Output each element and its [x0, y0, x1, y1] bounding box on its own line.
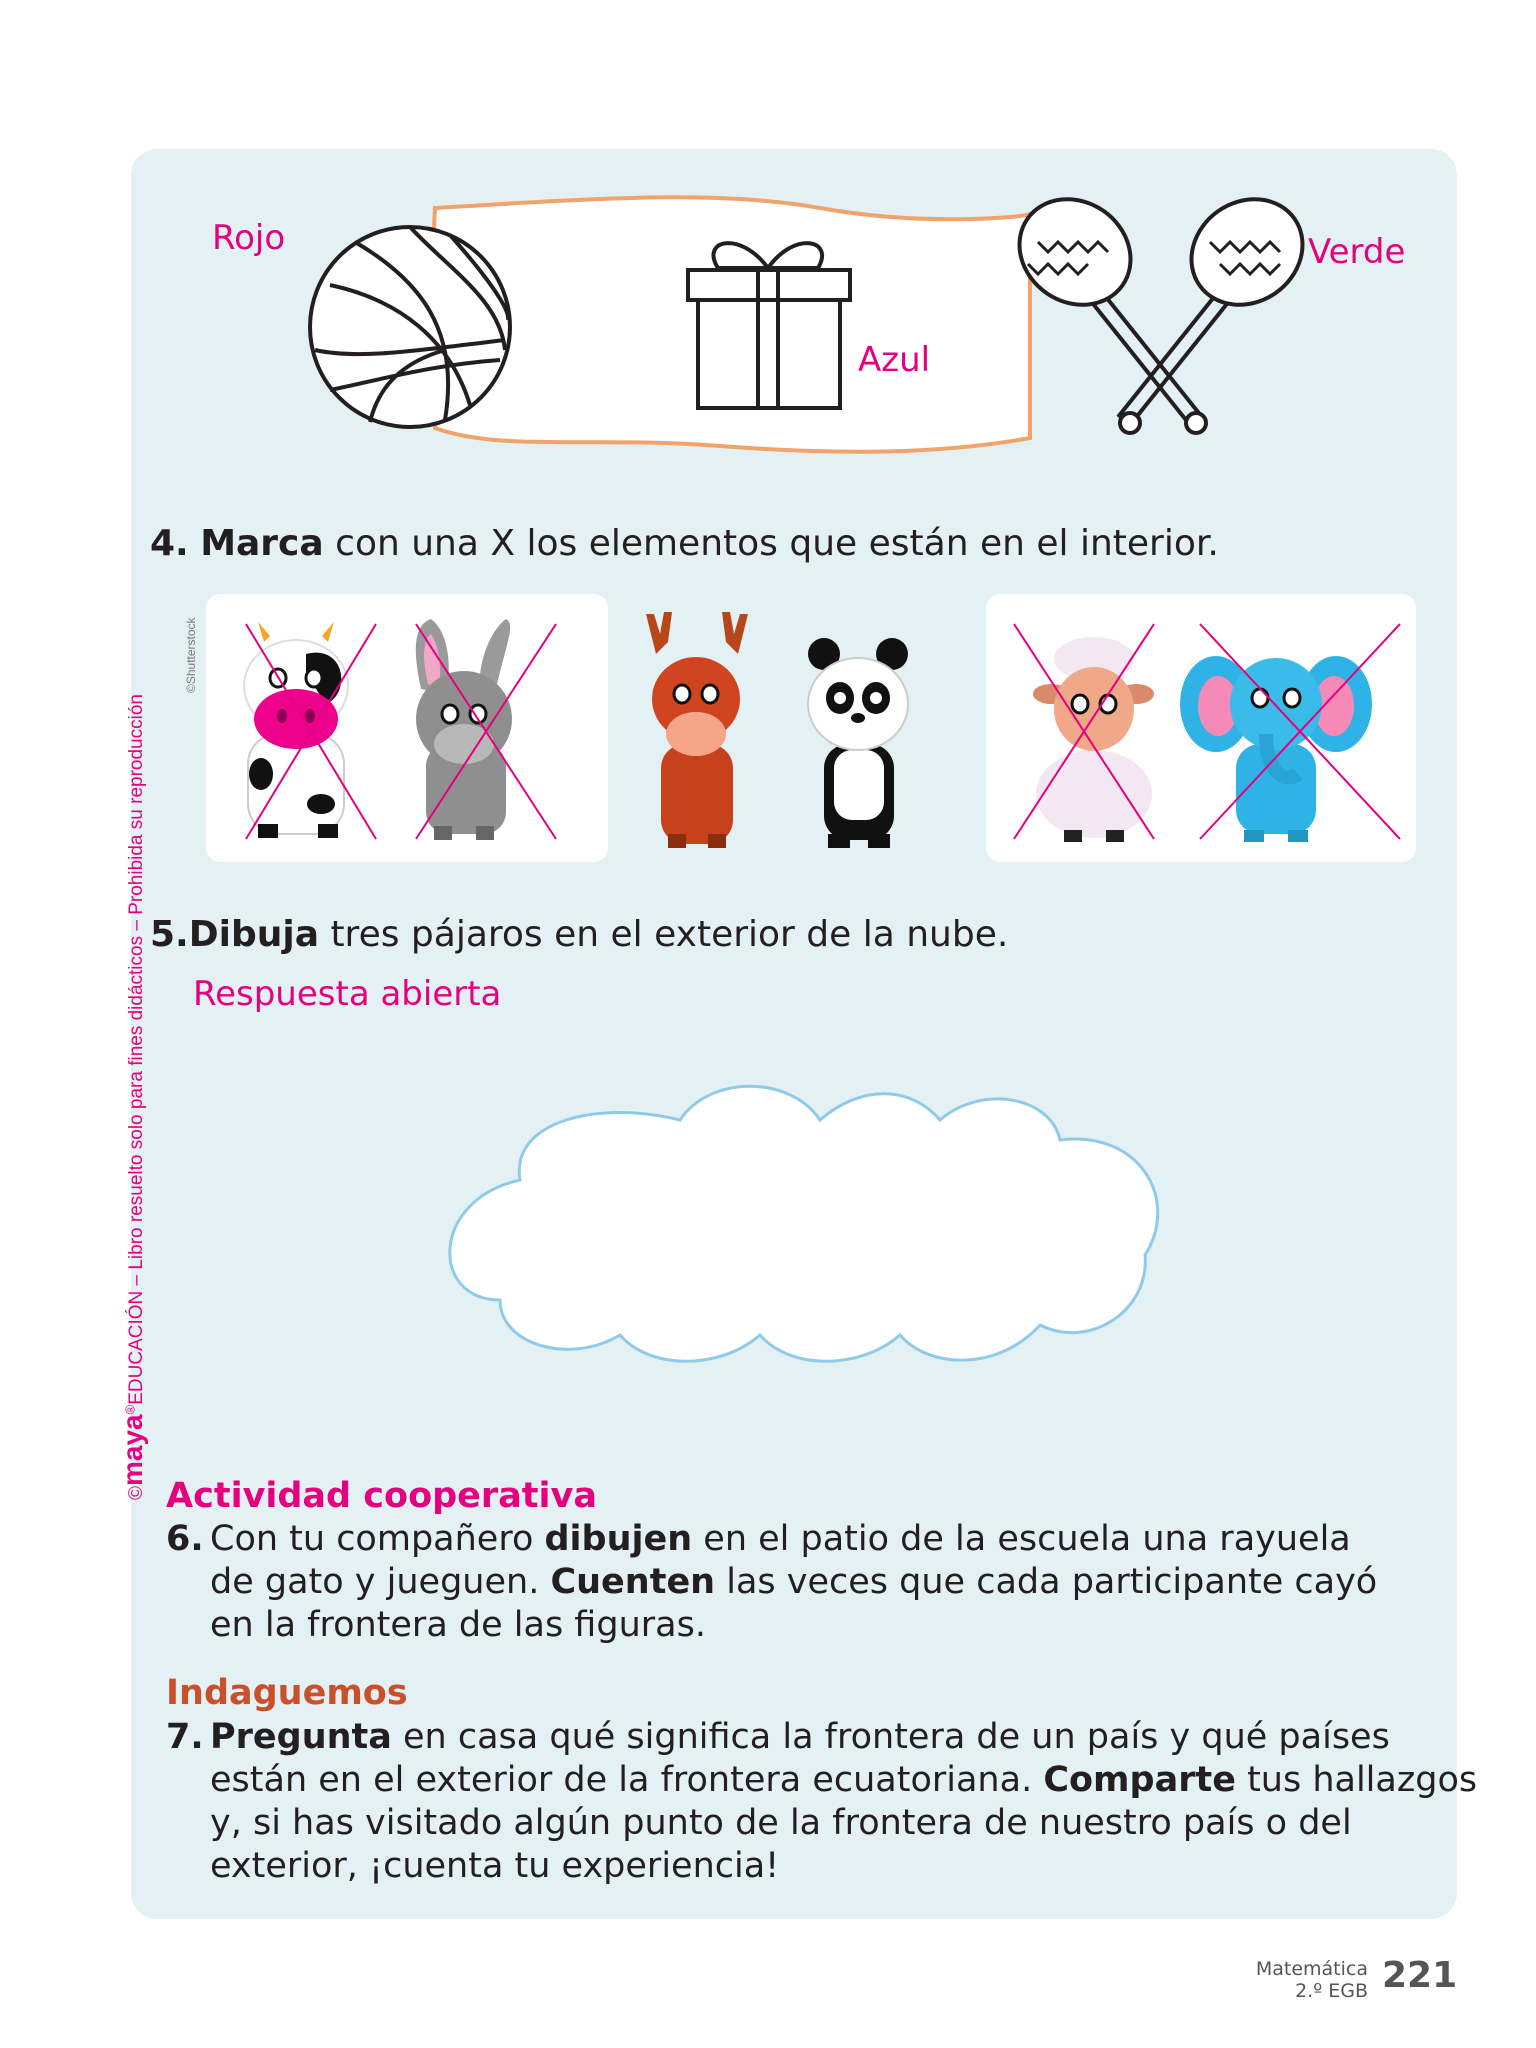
page-number: 221 — [1382, 1955, 1458, 1996]
maracas-icon — [999, 190, 1323, 433]
question-number: 5. — [150, 914, 189, 955]
footer-subject: Matemática 2.º EGB — [1255, 1958, 1368, 2002]
sheep-icon — [1014, 624, 1154, 842]
label-azul: Azul — [858, 340, 931, 380]
question-text: con una X los elementos que están en el interior. — [323, 523, 1219, 564]
label-rojo: Rojo — [212, 218, 286, 258]
brand-logo: maya — [117, 1414, 148, 1486]
cow-icon — [244, 622, 376, 839]
activity-6: 6. Con tu compañero dibujen en el patio de la escuela una rayuela de gato y jueguen. Cuenten las veces que cada participante cayó en la frontera de las figuras. — [166, 1519, 1378, 1645]
donkey-icon — [416, 619, 556, 840]
question-verb: Dibuja — [188, 914, 319, 955]
moose-icon — [646, 612, 748, 848]
question-number: 4. — [150, 523, 189, 564]
question-5 — [150, 913, 1008, 957]
answer-text: Respuesta abierta — [193, 974, 502, 1014]
copyright-sidebar: ©maya®EDUCACIÓN – Libro resuelto solo para fines didácticos – Prohibida su reproducción — [117, 694, 148, 1500]
question-verb: Marca — [200, 523, 324, 564]
cloud-shape — [440, 1080, 1180, 1380]
activity-7: 7. Pregunta en casa qué significa la frontera de un país y qué países están en el exterior de la frontera ecuatoriana. Comparte tus hallazgos y, si has visitado algún punto de la frontera de nuestro país o del exterior, ¡cuenta tu experiencia! — [166, 1717, 1478, 1886]
question-4 — [150, 522, 1219, 566]
label-verde: Verde — [1308, 232, 1406, 272]
photo-credit: ©Shutterstock — [184, 617, 198, 693]
question-text: tres pájaros en el exterior de la nube. — [319, 914, 1009, 955]
panda-icon — [808, 638, 908, 848]
animals-figure — [206, 594, 1416, 862]
indag-heading: Indaguemos — [166, 1673, 408, 1713]
top-figure — [300, 190, 1420, 480]
coop-heading: Actividad cooperativa — [166, 1476, 597, 1516]
elephant-icon — [1180, 624, 1400, 842]
volleyball-icon — [310, 227, 510, 427]
